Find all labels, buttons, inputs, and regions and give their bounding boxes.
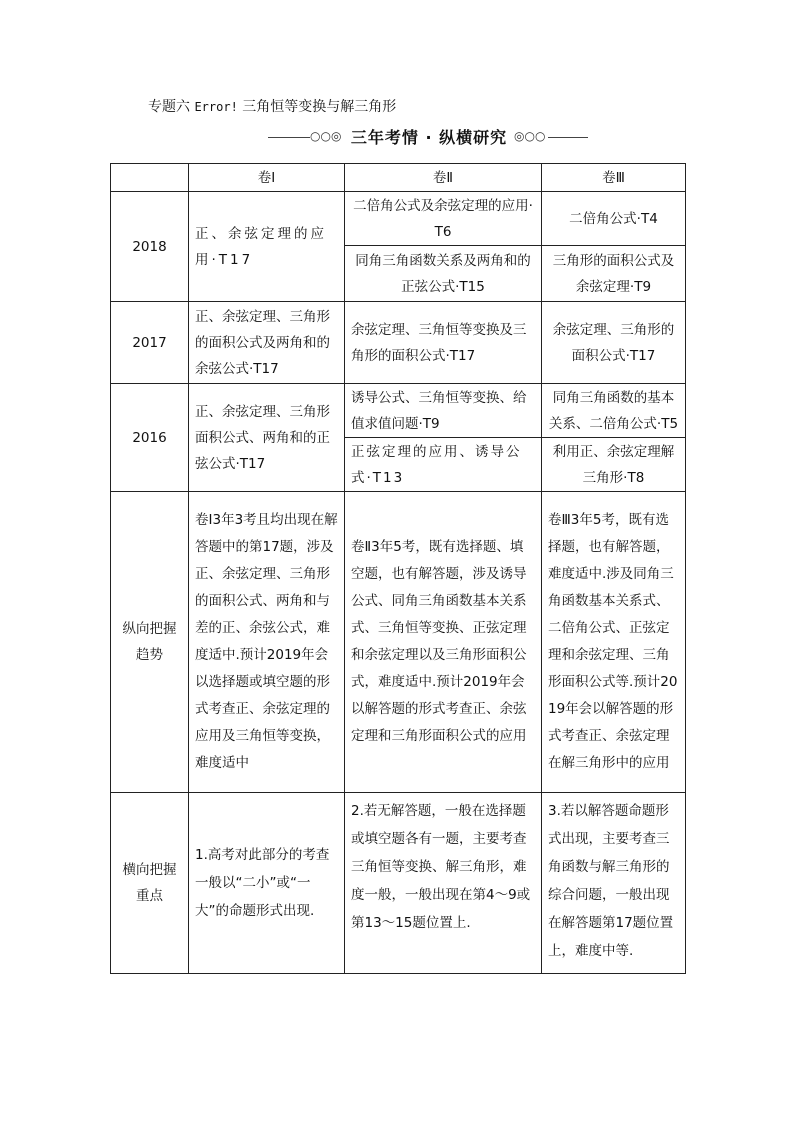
cell-2018-paper-3b: 三角形的面积公式及余弦定理·T9 bbox=[542, 246, 686, 302]
table-row bbox=[111, 492, 686, 793]
cell-2016-paper-2b: 正弦定理的应用、诱导公式·T13 bbox=[345, 438, 542, 492]
header-paper-2: 卷Ⅱ bbox=[345, 164, 542, 192]
table-row bbox=[111, 192, 686, 246]
cell-trend-paper-1: 卷Ⅰ3年3考且均出现在解答题中的第17题，涉及正、余弦定理、三角形的面积公式、两角和与差的正、余弦公式，难度适中.预计2019年会以选择题或填空题的形式考查正、余弦定理的应用及三角恒等变换，难度适中 bbox=[189, 492, 345, 793]
page-title bbox=[148, 96, 396, 116]
table-row bbox=[111, 384, 686, 438]
focus-label: 横向把握重点 bbox=[111, 793, 189, 974]
cell-2017-paper-1: 正、余弦定理、三角形的面积公式及两角和的余弦公式·T17 bbox=[189, 302, 345, 384]
banner-left-ornament-icon: ○○◎ bbox=[310, 129, 342, 143]
title-error-text: Error! bbox=[194, 100, 238, 114]
cell-2017-paper-3: 余弦定理、三角形的面积公式·T17 bbox=[542, 302, 686, 384]
header-paper-1: 卷Ⅰ bbox=[189, 164, 345, 192]
title-suffix: 三角恒等变换与解三角形 bbox=[237, 99, 397, 115]
exam-analysis-table bbox=[110, 163, 686, 974]
header-empty bbox=[111, 164, 189, 192]
cell-focus-paper-1: 1.高考对此部分的考查一般以“二小”或“一大”的命题形式出现. bbox=[189, 793, 345, 974]
section-banner bbox=[268, 125, 588, 149]
banner-left-rule bbox=[268, 137, 310, 138]
banner-right-rule bbox=[548, 137, 588, 138]
banner-title: 三年考情 · 纵横研究 bbox=[350, 128, 508, 147]
cell-2016-paper-3b: 利用正、余弦定理解三角形·T8 bbox=[542, 438, 686, 492]
cell-2016-paper-1: 正、余弦定理、三角形面积公式、两角和的正弦公式·T17 bbox=[189, 384, 345, 492]
cell-2018-paper-2b: 同角三角函数关系及两角和的正弦公式·T15 bbox=[345, 246, 542, 302]
cell-trend-paper-2: 卷Ⅱ3年5考，既有选择题、填空题，也有解答题，涉及诱导公式、同角三角函数基本关系式、三角恒等变换、正弦定理和余弦定理以及三角形面积公式，难度适中.预计2019年会以解答题的形式考查正、余弦定理和三角形面积公式的应用 bbox=[345, 492, 542, 793]
header-paper-3: 卷Ⅲ bbox=[542, 164, 686, 192]
cell-2017-paper-2: 余弦定理、三角恒等变换及三角形的面积公式·T17 bbox=[345, 302, 542, 384]
year-2016: 2016 bbox=[111, 384, 189, 492]
cell-2016-paper-3a: 同角三角函数的基本关系、二倍角公式·T5 bbox=[542, 384, 686, 438]
title-prefix: 专题六 bbox=[148, 99, 195, 115]
cell-2016-paper-2a: 诱导公式、三角恒等变换、给值求值问题·T9 bbox=[345, 384, 542, 438]
cell-2018-paper-1: 正、余弦定理的应用·T17 bbox=[189, 192, 345, 302]
cell-2018-paper-2a: 二倍角公式及余弦定理的应用·T6 bbox=[345, 192, 542, 246]
year-2018: 2018 bbox=[111, 192, 189, 302]
trend-label: 纵向把握趋势 bbox=[111, 492, 189, 793]
cell-2018-paper-3a: 二倍角公式·T4 bbox=[542, 192, 686, 246]
cell-trend-paper-3: 卷Ⅲ3年5考，既有选择题，也有解答题，难度适中.涉及同角三角函数基本关系式、二倍角公式、正弦定理和余弦定理、三角形面积公式等.预计2019年会以解答题的形式考查正、余弦定理在解三角形中的应用 bbox=[542, 492, 686, 793]
year-2017: 2017 bbox=[111, 302, 189, 384]
table-header-row bbox=[111, 164, 686, 192]
table-row bbox=[111, 302, 686, 384]
cell-focus-paper-2: 2.若无解答题，一般在选择题或填空题各有一题，主要考查三角恒等变换、解三角形，难度一般，一般出现在第4～9或第13～15题位置上. bbox=[345, 793, 542, 974]
table-row bbox=[111, 793, 686, 974]
banner-right-ornament-icon: ◎○○ bbox=[514, 129, 546, 143]
cell-focus-paper-3: 3.若以解答题命题形式出现，主要考查三角函数与解三角形的综合问题，一般出现在解答题第17题位置上，难度中等. bbox=[542, 793, 686, 974]
